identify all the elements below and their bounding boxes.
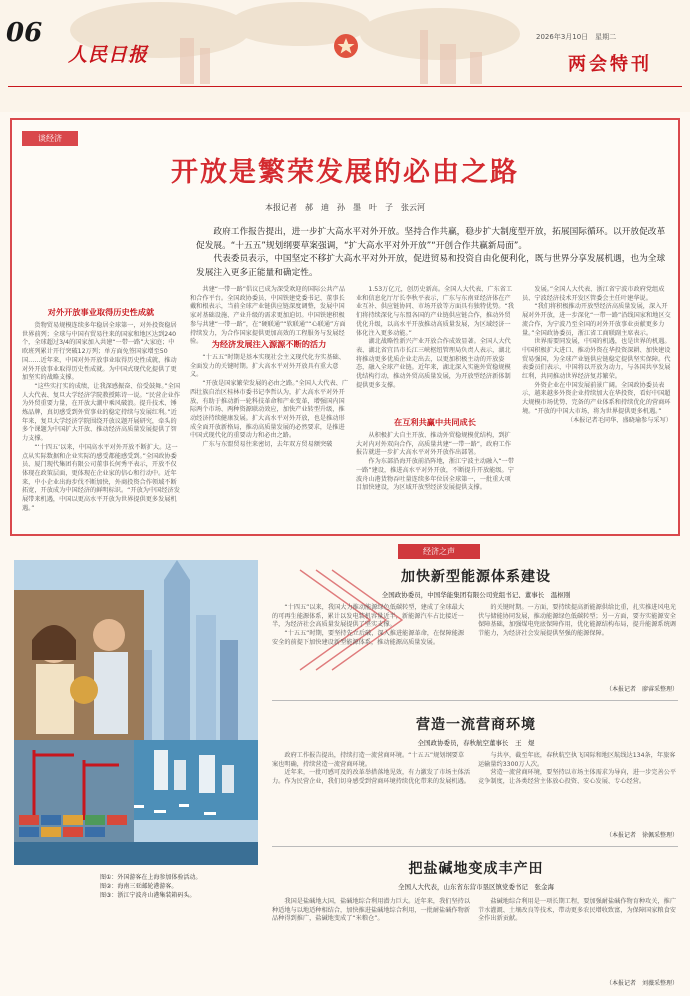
body-paragraph: 世界需要同发展，中国的机遇，也是世界的机遇。中国积极扩大进口、推动外资在华投资深耕、加快建设贸易强国，为全球产业链供应链稳定提供坚实保障。代表委员们表示，中国将以开放为动力，与各国共享发展红利，共同推动世界经济复苏繁荣。 xyxy=(522,338,671,381)
caption-line: 图②：海南三亚邮轮港游客。 xyxy=(100,883,178,890)
article-column-3b xyxy=(356,432,514,530)
caption-line: 图①：外国游客在上海参加体验活动。 xyxy=(100,874,202,881)
body-paragraph: 近年来，一批可感可及的改革举措落地见效，有力激发了市场主体活力。作为民营企业，我们切身感受到营商环境持续优化带来的发展机遇。 xyxy=(272,769,471,786)
subheading: 对外开放事业取得历史性成就 xyxy=(47,307,155,317)
reporter-note: （本报记者 刘薇采整理） xyxy=(605,980,678,987)
article-headline: 营造一流营商环境 xyxy=(416,717,536,733)
body-paragraph: 盐碱地综合利用是一项长期工程，要加强耐盐碱作物育种攻关，推广节水灌溉、土壤改良等技术，带动更多农民增收致富，为保障国家粮食安全作出新贡献。 xyxy=(478,898,677,923)
body-paragraph: 货物贸易规模连续多年稳居全球第一，对外投资稳居世界前列；全球与中国有贸易往来的国家和地区达到240个，全球超过3/4的国家加入共建“一带一路”大家庭；中欧班列累计开行突破12万列；单方面免签国家增至50国……近年来，中国对外开放事业取得历史性成就，推动对外开放事业取得历史性成就。为中国式现代化提供了更加坚实的战略支撑。 xyxy=(22,322,177,382)
article-column-4 xyxy=(522,286,672,530)
body-paragraph: 我国是盐碱地大国，盐碱地综合利用潜力巨大。近年来，我们坚持以种适地与以地适种相结合，加快推进盐碱地综合利用，一批耐盐碱作物新品种得到推广，盐碱地变成了“米粮仓”。 xyxy=(272,898,471,923)
body-paragraph: 与共享，截至年底，春秋航空执飞国际和地区航线达134条，年旅客运输量约3300万人次。 xyxy=(478,752,676,768)
article-byline: 全国政协委员，中国华能集团有限公司党组书记、董事长 温枢刚 xyxy=(381,591,571,599)
article-headline: 开放是繁荣发展的必由之路 xyxy=(171,157,519,188)
header-divider xyxy=(8,86,682,87)
body-paragraph: “‘十四五’以来，中国高水平对外开放不断扩大。这一点从实际数据和企业实际的感受都能感受到。”全国政协委员、厦门现代集团有限公司董事长何秀平表示，开放不仅体现在政策层面，更体现在企业家的信心和行动中。近年来，中小企业出海步伐不断加快，外商投资合作领域不断拓宽，开放成为中国经济的鲜明标识。“开放为中国经济发展带来机遇，中国以更高水平开放为世界提供更多发展机遇。” xyxy=(22,443,180,512)
lead-paragraph: 代表委员表示，中国坚定不移扩大高水平对外开放，促进贸易和投资自由化便利化，既与世界分享发展机遇，也为全球发展注入更多正能量和确定性。 xyxy=(196,254,666,278)
photo-caption xyxy=(100,873,260,900)
article-column-3a xyxy=(356,286,514,412)
reporter-note: （本报记者 徐佩采整理） xyxy=(605,832,678,839)
article-byline: 全国政协委员，春秋航空董事长 王 煜 xyxy=(417,739,535,747)
article-c-column-1 xyxy=(272,898,470,988)
article-headline: 加快新型能源体系建设 xyxy=(401,569,551,585)
body-paragraph: “十五五”时期是基本实现社会主义现代化夯实基础、全面发力的关键时期。扩大高水平对外开放具有重大意义。 xyxy=(190,354,345,379)
issue-date: 2026年3月10日 星期二 xyxy=(536,33,617,41)
column-tag: 谈经济 xyxy=(22,131,78,146)
article-b-column-1 xyxy=(272,752,470,842)
body-paragraph: 发展。”全国人大代表、浙江省宁波市政府党组成员、宁波经济技术开发区管委会主任叶建华说。 xyxy=(522,286,665,302)
body-paragraph: 1.53万亿元，创历史新高。全国人大代表、广东省工业和信息化厅厅长李秋平表示，广东与东南亚经济体在产业互补、供应链协同、市场开放等方面具有独特优势。“我们将持续深化与东盟各国的产业链供应链合作，推动外贸优化升级，以高水平开放推动高质量发展，为区域经济一体化注入更多动能。” xyxy=(356,286,514,337)
article-a-column-2 xyxy=(478,604,678,682)
collage-image xyxy=(14,560,258,865)
body-paragraph: 营造一流营商环境，要坚持以市场主体需求为导向，进一步完善公平竞争制度，让各类经营主体放心投资、安心发展、专心经营。 xyxy=(478,769,677,786)
article-b-column-2 xyxy=(478,752,678,828)
subheading: 在互利共赢中共同成长 xyxy=(394,417,476,427)
subheading: 为经济发展注入源源不断的活力 xyxy=(211,339,327,349)
article-lead xyxy=(196,226,668,280)
article-column-2b xyxy=(190,354,348,530)
body-paragraph: 作为东部沿海开放前沿阵地，浙江宁波主动融入“一带一路”建设，推进高水平对外开放，不断提升开放能级。宁波舟山港货物吞吐量连续多年位居全球第一，一批重大项目加快建设，为区域开放型经济发展提供支撑。 xyxy=(356,458,514,492)
body-paragraph: “十五五”时期，要坚持先立后破，深入推进能源革命，在保障能源安全的前提下加快建设新型能源体系，推动能源高质量发展。 xyxy=(272,630,465,646)
page-number: 06 xyxy=(6,18,43,48)
column-tag: 经济之声 xyxy=(398,544,480,559)
reporter-note: （本报记者毛同华、盛晓瑜参与采写） xyxy=(566,416,672,424)
body-paragraph: 共建“一带一路”倡议已成为深受欢迎的国际公共产品和合作平台。全国政协委员、中国铁建党委书记、董事长戴和根表示，当前全球产业链供应链深度调整，发展中国家对基础设施、产业升级的需求更加迫切。中国铁建积极参与共建“一带一路”，在“硬联通”“软联通”“心联通”方面持续发力，为合作国家提供更加高效的工程服务与发展经验。 xyxy=(190,286,346,346)
article-column-1 xyxy=(22,322,180,530)
body-paragraph: 政府工作报告提出，持续打造一流营商环境。“十五五”规划纲要草案也明确，持续营造一流营商环境。 xyxy=(272,752,465,768)
article-headline: 把盐碱地变成丰产田 xyxy=(408,861,544,877)
body-paragraph: 外资企业在中国发展前景广阔。全国政协委员表示，越来越多外资企业持续加大在华投资，看好中国超大规模市场优势、完备的产业体系和持续优化的营商环境。“开放的中国大市场，将为世界提供更多机遇。” xyxy=(522,381,671,415)
article-divider xyxy=(272,700,678,701)
section-title: 两会特刊 xyxy=(568,54,652,75)
article-c-column-2 xyxy=(478,898,678,976)
newspaper-name: 人民日报 xyxy=(68,44,149,66)
photo-collage xyxy=(14,560,258,865)
body-paragraph: 从积极扩大自主开放、推动外贸稳规模优结构，到扩大对内对外双向合作，高质量共建“一带一路”，政府工作报告就进一步扩大高水平对外开放作出部署。 xyxy=(356,432,511,457)
article-a-column-1 xyxy=(272,604,470,694)
caption-line: 图③：浙江宁波舟山港集装箱码头。 xyxy=(100,892,196,899)
article-divider xyxy=(272,846,678,847)
body-paragraph: “这些实打实的成绩，让我深感振奋、倍受鼓舞。”全国人大代表、复旦大学经济学院教授陈诗一说。“民营企业作为外贸重要力量，在开放大潮中乘风破浪。提升技术、锤炼品牌，真切感受到外贸事业的稳定持续与发展红利。”近年来，复旦大学经济学院围绕开放议题开展研究，牵头的多个课题为中国扩大开放、推动经济高质量发展提供了智力支撑。 xyxy=(22,382,181,443)
body-paragraph: 湖北战略性新兴产业开放合作成效显著。全国人大代表、湖北省宜昌市长江三峡枢纽管理局负责人表示，湖北将推动更多优质企业走出去，以更加积极主动的开放姿态，融入全球产业链。近年来，湖北深入实施外贸稳规模优结构行动，推动外贸高质量发展，为开放型经济新体制提供更多支撑。 xyxy=(356,338,511,389)
article-byline: 全国人大代表，山东省东营市垦区镇党委书记 张金海 xyxy=(398,883,554,891)
body-paragraph: “开放是国家繁荣发展的必由之路。”全国人大代表、广西壮族自治区桂林市委书记李哲认为，扩大高水平对外开放，有助于推动新一轮科技革命和产业变革，增强国内国际两个市场、两种资源联动效应，加快产业转型升级，推动经济持续健康发展。扩大高水平对外开放，也是推动形成全面开放新格局，推动高质量发展的必然要求，是推进中国式现代化的重要动力和必由之路。 xyxy=(190,380,349,440)
page-header xyxy=(0,0,690,112)
body-paragraph: “十四五”以来，我国大力推动能源绿色低碳转型，建成了全球最大的可再生能源体系，累计以发电装机容量近半，新能源汽车占比接近一半，为经济社会高质量发展提供了坚实支撑。 xyxy=(272,604,465,629)
article-byline: 本报记者 郝 迪 孙 墨 叶 子 张云河 xyxy=(265,203,425,212)
lead-paragraph: 政府工作报告提出，进一步扩大高水平对外开放。坚持合作共赢，稳步扩大制度型开放，拓展国际循环。以开放促改革促发展。“十五五”规划纲要草案强调，“扩大高水平对外开放”“开创合作共赢新局面”。 xyxy=(196,227,666,251)
reporter-note: （本报记者 廖睿采整理） xyxy=(605,686,678,693)
body-paragraph: 的关键时期。一方面，要持续提高新能源供给比重，扎实推进风电光伏与储能协同发展，推动能源绿色低碳转型；另一方面，要夯实能源安全保障基础，加强煤电兜底保障作用，优化能源结构布局，提升能源系统调节能力，为经济社会发展提供坚强的能源保障。 xyxy=(478,604,677,638)
body-paragraph: “我们将积极推动开放型经济高质量发展，深入开展对外开放，进一步深化“一带一路”沿线国家和地区交流合作，为宁波乃至全国的对外开放事业贡献更多力量。”全国政协委员，浙江省工商联副主席表示。 xyxy=(522,303,671,337)
body-paragraph: 广东与东盟贸易往来密切，去年双方贸易额突破 xyxy=(202,441,333,449)
